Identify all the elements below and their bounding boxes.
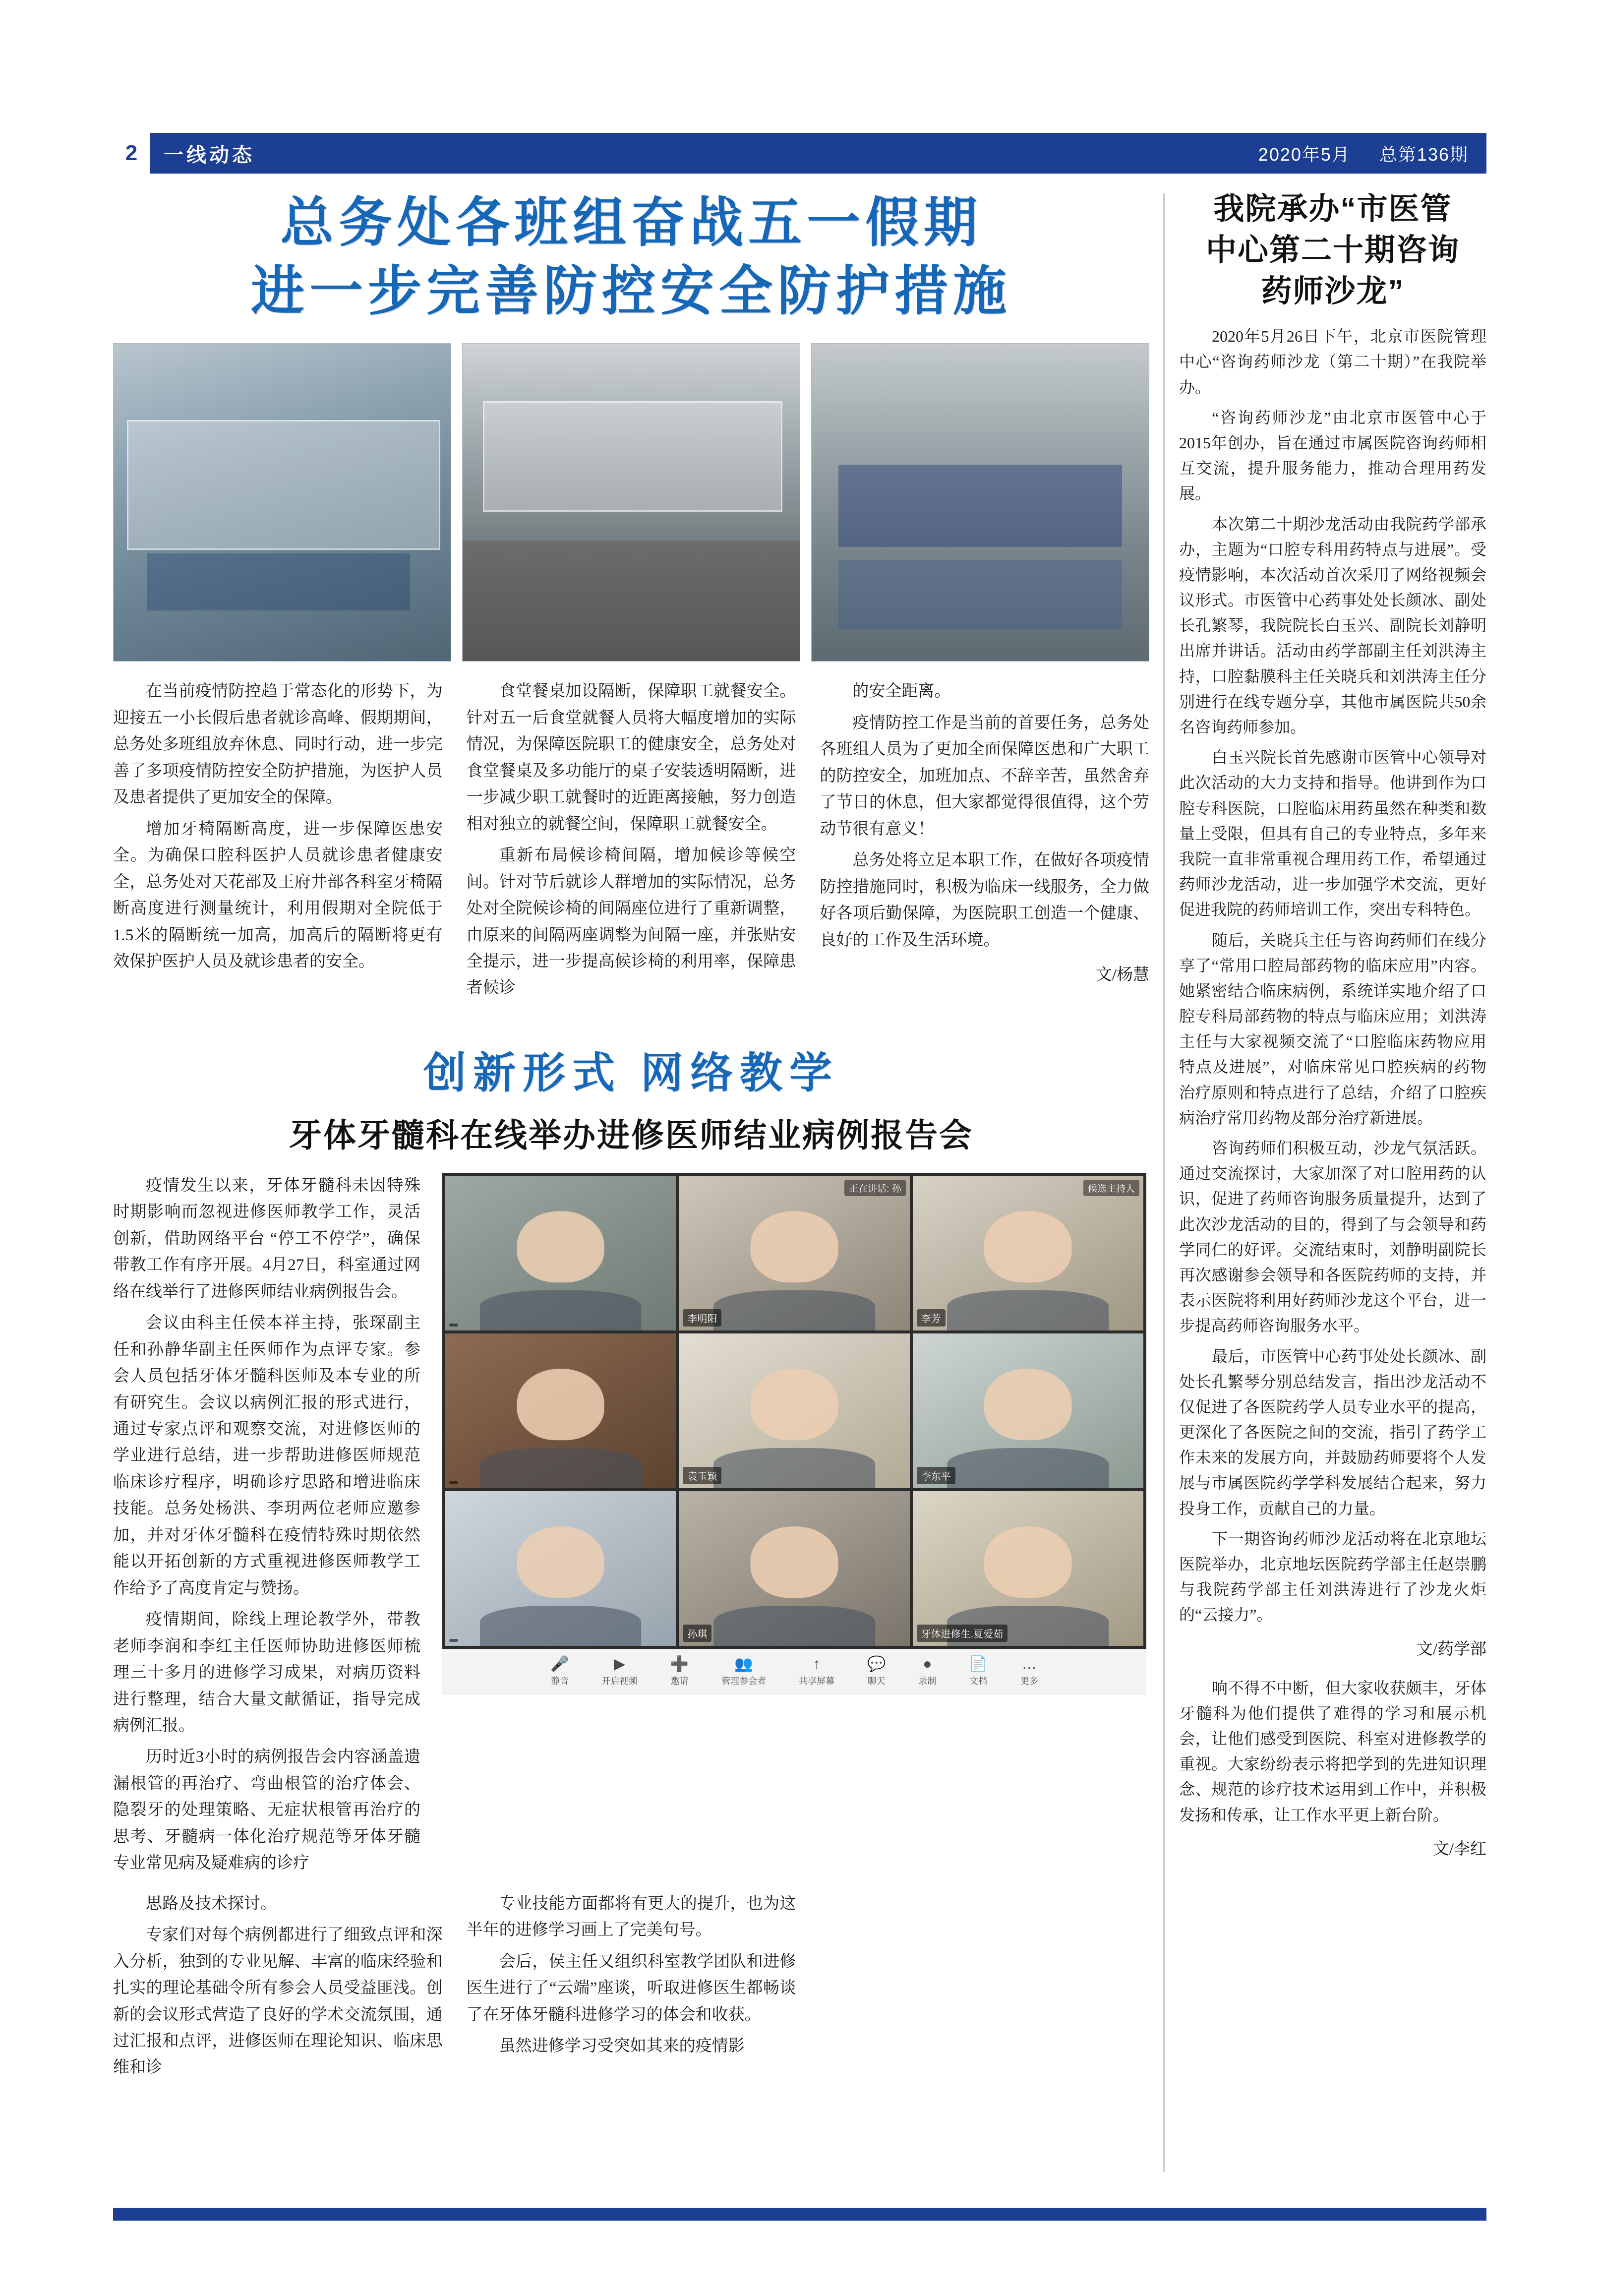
participant-tile[interactable] bbox=[679, 1176, 909, 1330]
paragraph: 响不得不中断，但大家收获颇丰，牙体牙髓科为他们提供了难得的学习和展示机会，让他们感受到医院、科室对进修教学的重视。大家纷纷表示将把学到的先进知识理念、规范的诊疗技术运用到工作中，并积极发扬和传承，让工作水平更上新台阶。 bbox=[1179, 1679, 1486, 1824]
article2-headline: 创新形式 网络教学 bbox=[423, 1049, 839, 1097]
participant-tile[interactable] bbox=[679, 1333, 909, 1488]
paragraph: 最后，市医管中心药事处处长颜冰、副处长孔繁琴分别总结发言，指出沙龙活动不仅促进了各医院药学人员专业水平的提高，更深化了各医院之间的交流，指引了药学工作未来的发展方向，并鼓励药师要将个人发展与市属医院药学学科发展结合起来，努力投身工作，贡献自己的力量。 bbox=[1179, 1347, 1486, 1517]
article3-body bbox=[1179, 324, 1486, 1859]
share-screen-button[interactable] bbox=[799, 1657, 834, 1687]
paragraph: 2020年5月26日下午，北京市医院管理中心“咨询药师沙龙（第二十期）”在我院举办。 bbox=[1179, 327, 1486, 396]
paragraph: 专业技能方面都将有更大的提升，也为这半年的进修学习画上了完美句号。 bbox=[466, 1894, 796, 1939]
participant-name: 袁玉颖 bbox=[683, 1467, 721, 1484]
photo-dining-hall bbox=[462, 343, 800, 662]
share-screen-label: 共享屏幕 bbox=[799, 1676, 834, 1687]
paragraph: 在当前疫情防控趋于常态化的形势下，为迎接五一小长假后患者就诊高峰、假期期间，总务处多班组放弃休息、同时行动，进一步完善了多项疫情防控安全防护措施，为医护人员及患者提供了更加安全的保障。 bbox=[113, 682, 443, 807]
host-badge: 候选主持人 bbox=[1083, 1180, 1139, 1196]
more-icon: … bbox=[1021, 1656, 1037, 1673]
article1-column-2 bbox=[467, 678, 796, 1001]
paragraph: 疫情期间，除线上理论教学外，带教老师李润和李红主任医师协助进修医师梳理三十多月的进修学习成果，对病历资料进行整理，结合大量文献循证，指导完成病例汇报。 bbox=[113, 1611, 420, 1735]
avatar-body bbox=[947, 1290, 1109, 1330]
participant-tile[interactable] bbox=[913, 1176, 1143, 1330]
avatar-body bbox=[480, 1448, 642, 1488]
paragraph: 增加牙椅隔断高度，进一步保障医患安全。为确保口腔科医护人员就诊患者健康安全，总务处对天花部及王府井部各科室牙椅隔断高度进行测量统计，利用假期对全院低于1.5米的隔断统一加高，加高后的隔断将更有效保护医护人员及就诊患者的安全。 bbox=[113, 820, 443, 970]
section-title: 一线动态 bbox=[164, 144, 255, 166]
video-icon: ▶ bbox=[614, 1656, 626, 1673]
participant-tile[interactable] bbox=[445, 1333, 676, 1488]
article2-body bbox=[113, 1173, 1149, 1877]
avatar bbox=[517, 1369, 604, 1441]
article2-bottom-col-1 bbox=[113, 1891, 443, 2081]
chat-button[interactable] bbox=[867, 1657, 886, 1687]
right-zone bbox=[1179, 188, 1486, 1875]
paragraph: 会后，侯主任又组织科室教学团队和进修医生进行了“云端”座谈，听取进修医生都畅谈了在牙体牙髓科进修学习的体会和收获。 bbox=[466, 1952, 796, 2024]
paragraph: 总务处将立足本职工作，在做好各项疫情防控措施同时，积极为临床一线服务，全力做好各项后勤保障，为医院职工创造一个健康、良好的工作及生活环境。 bbox=[820, 851, 1150, 949]
article-online-teaching bbox=[113, 1038, 1149, 2081]
participant-name: 孙琪 bbox=[683, 1625, 711, 1642]
masthead bbox=[113, 133, 1486, 174]
start-video-label: 开启视频 bbox=[601, 1676, 638, 1687]
paragraph: 咨询药师们积极互动，沙龙气氛活跃。通过交流探讨，大家加深了对口腔用药的认识，促进了药师咨询服务质量提升，达到了此次沙龙活动的目的，得到了与会领导和药学同仁的好评。交流结束时，刘静明副院长再次感谢参会领导和各医院药师的支持，并表示医院将利用好药师沙龙这个平台，进一步提高药师咨询服务水平。 bbox=[1179, 1139, 1486, 1335]
article2-bottom-col-2 bbox=[467, 1891, 796, 2081]
document-label: 文档 bbox=[969, 1676, 988, 1687]
avatar-body bbox=[713, 1448, 875, 1488]
paragraph: 疫情防控工作是当前的首要任务，总务处各班组人员为了更加全面保障医患和广大职工的防控安全，加班加点、不辞辛苦，虽然舍弃了节日的休息，但大家都觉得很值得，这个劳动节很有意义！ bbox=[820, 714, 1150, 838]
meeting-toolbar bbox=[442, 1649, 1146, 1695]
participants-icon: 👥 bbox=[734, 1656, 753, 1673]
document-icon: 📄 bbox=[969, 1656, 988, 1673]
photo-detail bbox=[463, 541, 800, 661]
participants-label: 管理参会者 bbox=[721, 1676, 766, 1687]
more-button[interactable] bbox=[1020, 1657, 1038, 1687]
article2-left-column bbox=[113, 1173, 420, 1877]
paragraph: 虽然进修学习受突如其来的疫情影 bbox=[499, 2037, 745, 2055]
page-number: 2 bbox=[113, 133, 150, 174]
article2-subheadline: 牙体牙髓科在线举办进修医师结业病例报告会 bbox=[289, 1116, 973, 1153]
paragraph: 下一期咨询药师沙龙活动将在北京地坛医院举办，北京地坛医院药学部主任赵崇鹏与我院药学部主任刘洪涛进行了沙龙火炬的“云接力”。 bbox=[1179, 1529, 1486, 1624]
invite-icon: ➕ bbox=[670, 1656, 689, 1673]
avatar bbox=[984, 1369, 1072, 1441]
photo-detail bbox=[838, 465, 1122, 547]
chat-label: 聊天 bbox=[867, 1676, 886, 1687]
issue-date: 2020年5月 bbox=[1258, 144, 1351, 165]
participant-grid bbox=[442, 1173, 1146, 1649]
avatar-body bbox=[480, 1290, 642, 1330]
article2-bottom-col-3 bbox=[820, 1891, 1149, 2081]
more-label: 更多 bbox=[1020, 1676, 1038, 1687]
article3-title-line1: 我院承办“市医管 bbox=[1213, 192, 1452, 226]
start-video-button[interactable] bbox=[602, 1657, 638, 1687]
issue-number: 总第136期 bbox=[1379, 144, 1469, 165]
paragraph: 疫情发生以来，牙体牙髓科未因特殊时期影响而忽视进修医师教学工作，灵活创新，借助网络平台 “停工不停学”，确保带教工作有序开展。4月27日，科室通过网络在线举行了进修医师结业病例报告会。 bbox=[113, 1176, 420, 1301]
photo-detail bbox=[838, 560, 1122, 630]
paragraph: “咨询药师沙龙”由北京市医管中心于2015年创办，旨在通过市属医院咨询药师相互交流，提升服务能力，推动合理用药发展。 bbox=[1179, 408, 1486, 503]
article3-title-line3: 药师沙龙” bbox=[1261, 274, 1405, 309]
record-icon: ● bbox=[923, 1656, 932, 1673]
participant-name: 牙体进修生.夏爱茹 bbox=[917, 1625, 1008, 1642]
participant-name bbox=[449, 1324, 458, 1327]
photo-detail bbox=[147, 553, 410, 610]
avatar bbox=[751, 1527, 838, 1598]
article1-headline-line2: 进一步完善防控安全防护措施 bbox=[250, 261, 1011, 321]
participant-tile[interactable] bbox=[445, 1176, 676, 1330]
participant-name: 李明阳 bbox=[683, 1309, 721, 1327]
photo-canteen-partition bbox=[113, 343, 451, 662]
article-general-affairs bbox=[113, 188, 1149, 1002]
participant-tile[interactable] bbox=[679, 1491, 909, 1646]
article3-title bbox=[1179, 188, 1486, 312]
paragraph: 专家们对每个病例都进行了细致点评和深入分析，独到的专业见解、丰富的临床经验和扎实的理论基础令所有参会人员受益匪浅。创新的会议形式营造了良好的学术交流氛围，通过汇报和点评，进修医师在理论知识、临床思维和诊 bbox=[113, 1926, 443, 2077]
avatar bbox=[984, 1527, 1072, 1598]
paragraph: 思路及技术探讨。 bbox=[146, 1894, 277, 1913]
avatar-body bbox=[713, 1290, 875, 1330]
participant-tile[interactable] bbox=[913, 1333, 1143, 1488]
article2-bottom-columns bbox=[113, 1891, 1149, 2081]
paragraph: 重新布局候诊椅间隔，增加候诊等候空间。针对节后就诊人群增加的实际情况，总务处对全院候诊椅的间隔座位进行了重新调整，由原来的间隔两座调整为间隔一座，并张贴安全提示，进一步提高候诊椅的利用率，保障患者候诊 bbox=[466, 846, 796, 997]
document-button[interactable] bbox=[969, 1657, 987, 1687]
footer-bar bbox=[113, 2208, 1486, 2221]
participant-name: 李芳 bbox=[917, 1309, 946, 1327]
record-label: 录制 bbox=[918, 1676, 937, 1687]
paragraph: 历时近3小时的病例报告会内容涵盖遗漏根管的再治疗、弯曲根管的治疗体会、隐裂牙的处理策略、无症状根管再治疗的思考、牙髓病一体化治疗规范等牙体牙髓专业常见病及疑难病的诊疗 bbox=[113, 1748, 420, 1873]
video-conference-screenshot bbox=[442, 1173, 1146, 1877]
invite-label: 邀请 bbox=[670, 1676, 689, 1687]
photo-detail bbox=[127, 420, 440, 550]
photo-detail bbox=[483, 401, 782, 512]
avatar bbox=[751, 1211, 838, 1283]
participants-button[interactable] bbox=[721, 1657, 766, 1687]
column-divider bbox=[1163, 193, 1165, 2172]
avatar bbox=[517, 1211, 604, 1283]
issue-info bbox=[1236, 141, 1469, 166]
participant-name: 李东平 bbox=[917, 1467, 955, 1484]
mute-label: 静音 bbox=[550, 1676, 569, 1687]
article1-column-1 bbox=[113, 678, 443, 1001]
page-content bbox=[113, 188, 1486, 2197]
avatar bbox=[517, 1527, 604, 1598]
record-button[interactable] bbox=[918, 1657, 936, 1687]
speaking-indicator: 正在讲话: 孙 bbox=[844, 1180, 906, 1196]
share-icon: ↑ bbox=[813, 1656, 821, 1673]
avatar bbox=[984, 1211, 1072, 1283]
article3-signature-2: 文/李红 bbox=[1432, 1840, 1486, 1858]
article1-column-3 bbox=[820, 678, 1149, 1001]
left-zone bbox=[113, 188, 1149, 2081]
avatar-body bbox=[947, 1448, 1109, 1488]
chat-icon: 💬 bbox=[867, 1656, 886, 1673]
mute-button[interactable] bbox=[550, 1657, 569, 1687]
paragraph: 随后，关晓兵主任与咨询药师们在线分享了“常用口腔局部药物的临床应用”内容。她紧密结合临床病例，系统详实地介绍了口腔专科局部药物的特点与临床应用；刘洪涛主任与大家视频交流了“口腔临床药物应用特点及进展”，对临床常见口腔疾病的药物治疗原则和特点进行了总结，介绍了口腔疾病治疗常用药物及部分治疗新进展。 bbox=[1179, 931, 1486, 1127]
participant-name bbox=[449, 1481, 458, 1484]
paragraph: 会议由科主任侯本祥主持，张琛副主任和孙静华副主任医师作为点评专家。参会人员包括牙体牙髓科医师及本专业的所有研究生。会议以病例汇报的形式进行，通过专家点评和观察交流，对进修医师的学业进行总结，进一步帮助进修医师规范临床诊疗程序，明确诊疗思路和增进临床技能。总务处杨洪、李玥两位老师应邀参加，并对牙体牙髓科在疫情特殊时期依然能以开拓创新的方式重视进修医师教学工作给予了高度肯定与赞扬。 bbox=[113, 1314, 420, 1597]
photo-waiting-area bbox=[811, 343, 1149, 662]
article1-columns bbox=[113, 678, 1149, 1001]
paragraph: 食堂餐桌加设隔断，保障职工就餐安全。针对五一后食堂就餐人员将大幅度增加的实际情况，为保障医院职工的健康安全，总务处对食堂餐桌及多功能厅的桌子安装透明隔断，进一步减少职工就餐时的近距离接触，努力创造相对独立的就餐空间，保障职工就餐安全。 bbox=[466, 682, 796, 833]
avatar bbox=[751, 1369, 838, 1441]
microphone-icon: 🎤 bbox=[550, 1656, 569, 1673]
invite-button[interactable] bbox=[670, 1657, 689, 1687]
article1-headline bbox=[113, 188, 1149, 325]
paragraph: 白玉兴院长首先感谢市医管中心领导对此次活动的大力支持和指导。他讲到作为口腔专科医院，口腔临床用药虽然在种类和数量上受限，但具有自己的专业特点，多年来我院一直非常重视合理用药工作，希望通过药师沙龙活动，进一步加强学术交流，更好促进我院的药师培训工作，突出专科特色。 bbox=[1179, 748, 1486, 919]
participant-tile[interactable] bbox=[913, 1491, 1143, 1646]
article3-signature-1: 文/药学部 bbox=[1416, 1640, 1486, 1658]
paragraph: 本次第二十期沙龙活动由我院药学部承办，主题为“口腔专科用药特点与进展”。受疫情影响，本次活动首次采用了网络视频会议形式。市医管中心药事处处长颜冰、副处长孔繁琴，我院院长白玉兴、副院长刘静明出席并讲话。活动由药学部副主任刘洪涛主持，口腔黏膜科主任关晓兵和刘洪涛主任分别进行在线专题分享，其他市属医院共50余名咨询药师参加。 bbox=[1179, 515, 1486, 736]
avatar-body bbox=[713, 1606, 875, 1646]
article1-signature: 文/杨慧 bbox=[1095, 966, 1150, 984]
avatar-body bbox=[480, 1606, 642, 1646]
paragraph: 的安全距离。 bbox=[852, 682, 951, 701]
article1-photo-row bbox=[113, 343, 1149, 662]
participant-tile[interactable] bbox=[445, 1491, 676, 1646]
article1-headline-line1: 总务处各班组奋战五一假期 bbox=[280, 192, 982, 252]
participant-name bbox=[449, 1639, 458, 1642]
article3-title-line2: 中心第二十期咨询 bbox=[1205, 233, 1460, 268]
